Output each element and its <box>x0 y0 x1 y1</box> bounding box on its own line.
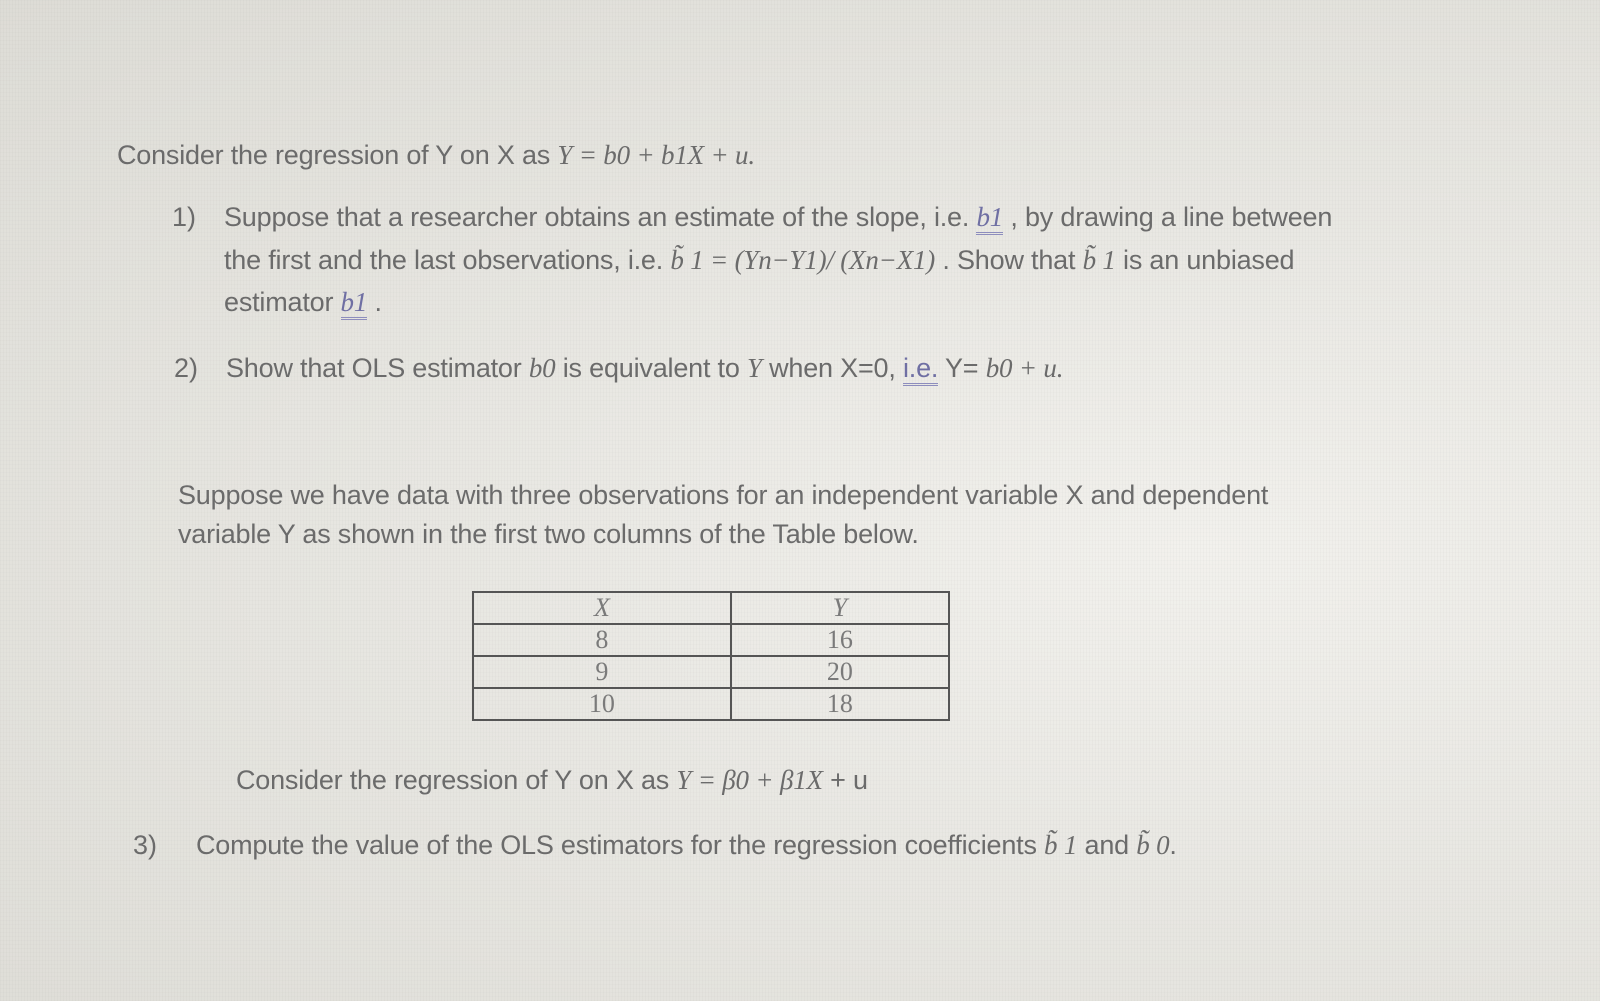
table-cell-x: 10 <box>473 688 731 720</box>
q1-text: . Show that <box>935 245 1083 275</box>
q2-equation: b0 + u. <box>985 353 1064 383</box>
data-intro-line-1: Suppose we have data with three observations for an independent variable X and dependent <box>178 480 1269 510</box>
q1-b1-tilde: b̃ 1 <box>1082 245 1116 275</box>
q1-number: 1) <box>172 202 197 232</box>
q1-line-1 <box>224 200 1332 234</box>
data-table <box>472 591 950 721</box>
intro-equation: Y = b0 + b1X + u. <box>557 140 755 170</box>
regression2-line <box>236 763 868 797</box>
table-cell-x: 9 <box>473 656 731 688</box>
q2-text: is equivalent to <box>555 353 747 383</box>
q2-line <box>226 351 1063 385</box>
q1-line-3 <box>224 285 382 319</box>
intro-text: Consider the regression of Y on X as <box>117 140 558 170</box>
q2-ie-link[interactable]: i.e. <box>903 353 938 386</box>
q1-text: estimator <box>224 287 341 317</box>
table-row <box>473 688 949 720</box>
table-cell-x: 8 <box>473 624 731 656</box>
q1-text: is an unbiased <box>1115 245 1295 275</box>
regression2-suffix: + u <box>822 765 868 795</box>
q2-text: Show that OLS estimator <box>226 353 529 383</box>
table-header-x: X <box>473 592 731 624</box>
q3-text: and <box>1077 830 1137 860</box>
q1-b1-link-2[interactable]: b1 <box>341 287 368 320</box>
q2-number: 2) <box>174 353 199 383</box>
q1-text: . <box>367 287 382 317</box>
table-cell-y: 20 <box>731 656 949 688</box>
q3-b1-tilde: b̃ 1 <box>1044 830 1078 860</box>
q1-text: Suppose that a researcher obtains an estimate of the slope, i.e. <box>224 202 977 232</box>
table-cell-y: 16 <box>731 624 949 656</box>
q2-text: when X=0, <box>761 353 903 383</box>
table-cell-y: 18 <box>731 688 949 720</box>
q1-text: the first and the last observations, i.e. <box>224 245 671 275</box>
intro-line <box>117 138 755 172</box>
regression2-equation: Y = β0 + β1X <box>676 765 823 795</box>
q1-line-2 <box>224 243 1294 277</box>
q2-text: Y= <box>938 353 986 383</box>
q3-text: Compute the value of the OLS estimators for the regression coefficients <box>196 830 1045 860</box>
q3-number: 3) <box>133 830 158 860</box>
data-intro-line-2: variable Y as shown in the first two columns of the Table below. <box>178 519 919 549</box>
table-header-row <box>473 592 949 624</box>
q2-b0: b0 <box>528 353 556 383</box>
q1-formula: b̃ 1 = (Yn−Y1)/ (Xn−X1) <box>670 245 936 275</box>
q1-text: , by drawing a line between <box>1003 202 1333 232</box>
regression2-text: Consider the regression of Y on X as <box>236 765 677 795</box>
q3-line <box>196 828 1177 862</box>
table-row <box>473 624 949 656</box>
q3-b0-tilde: b̃ 0 <box>1136 830 1170 860</box>
table-header-y: Y <box>731 592 949 624</box>
table-row <box>473 656 949 688</box>
q1-b1-link[interactable]: b1 <box>976 202 1003 235</box>
q2-y: Y <box>746 353 762 383</box>
q3-text: . <box>1169 830 1177 860</box>
